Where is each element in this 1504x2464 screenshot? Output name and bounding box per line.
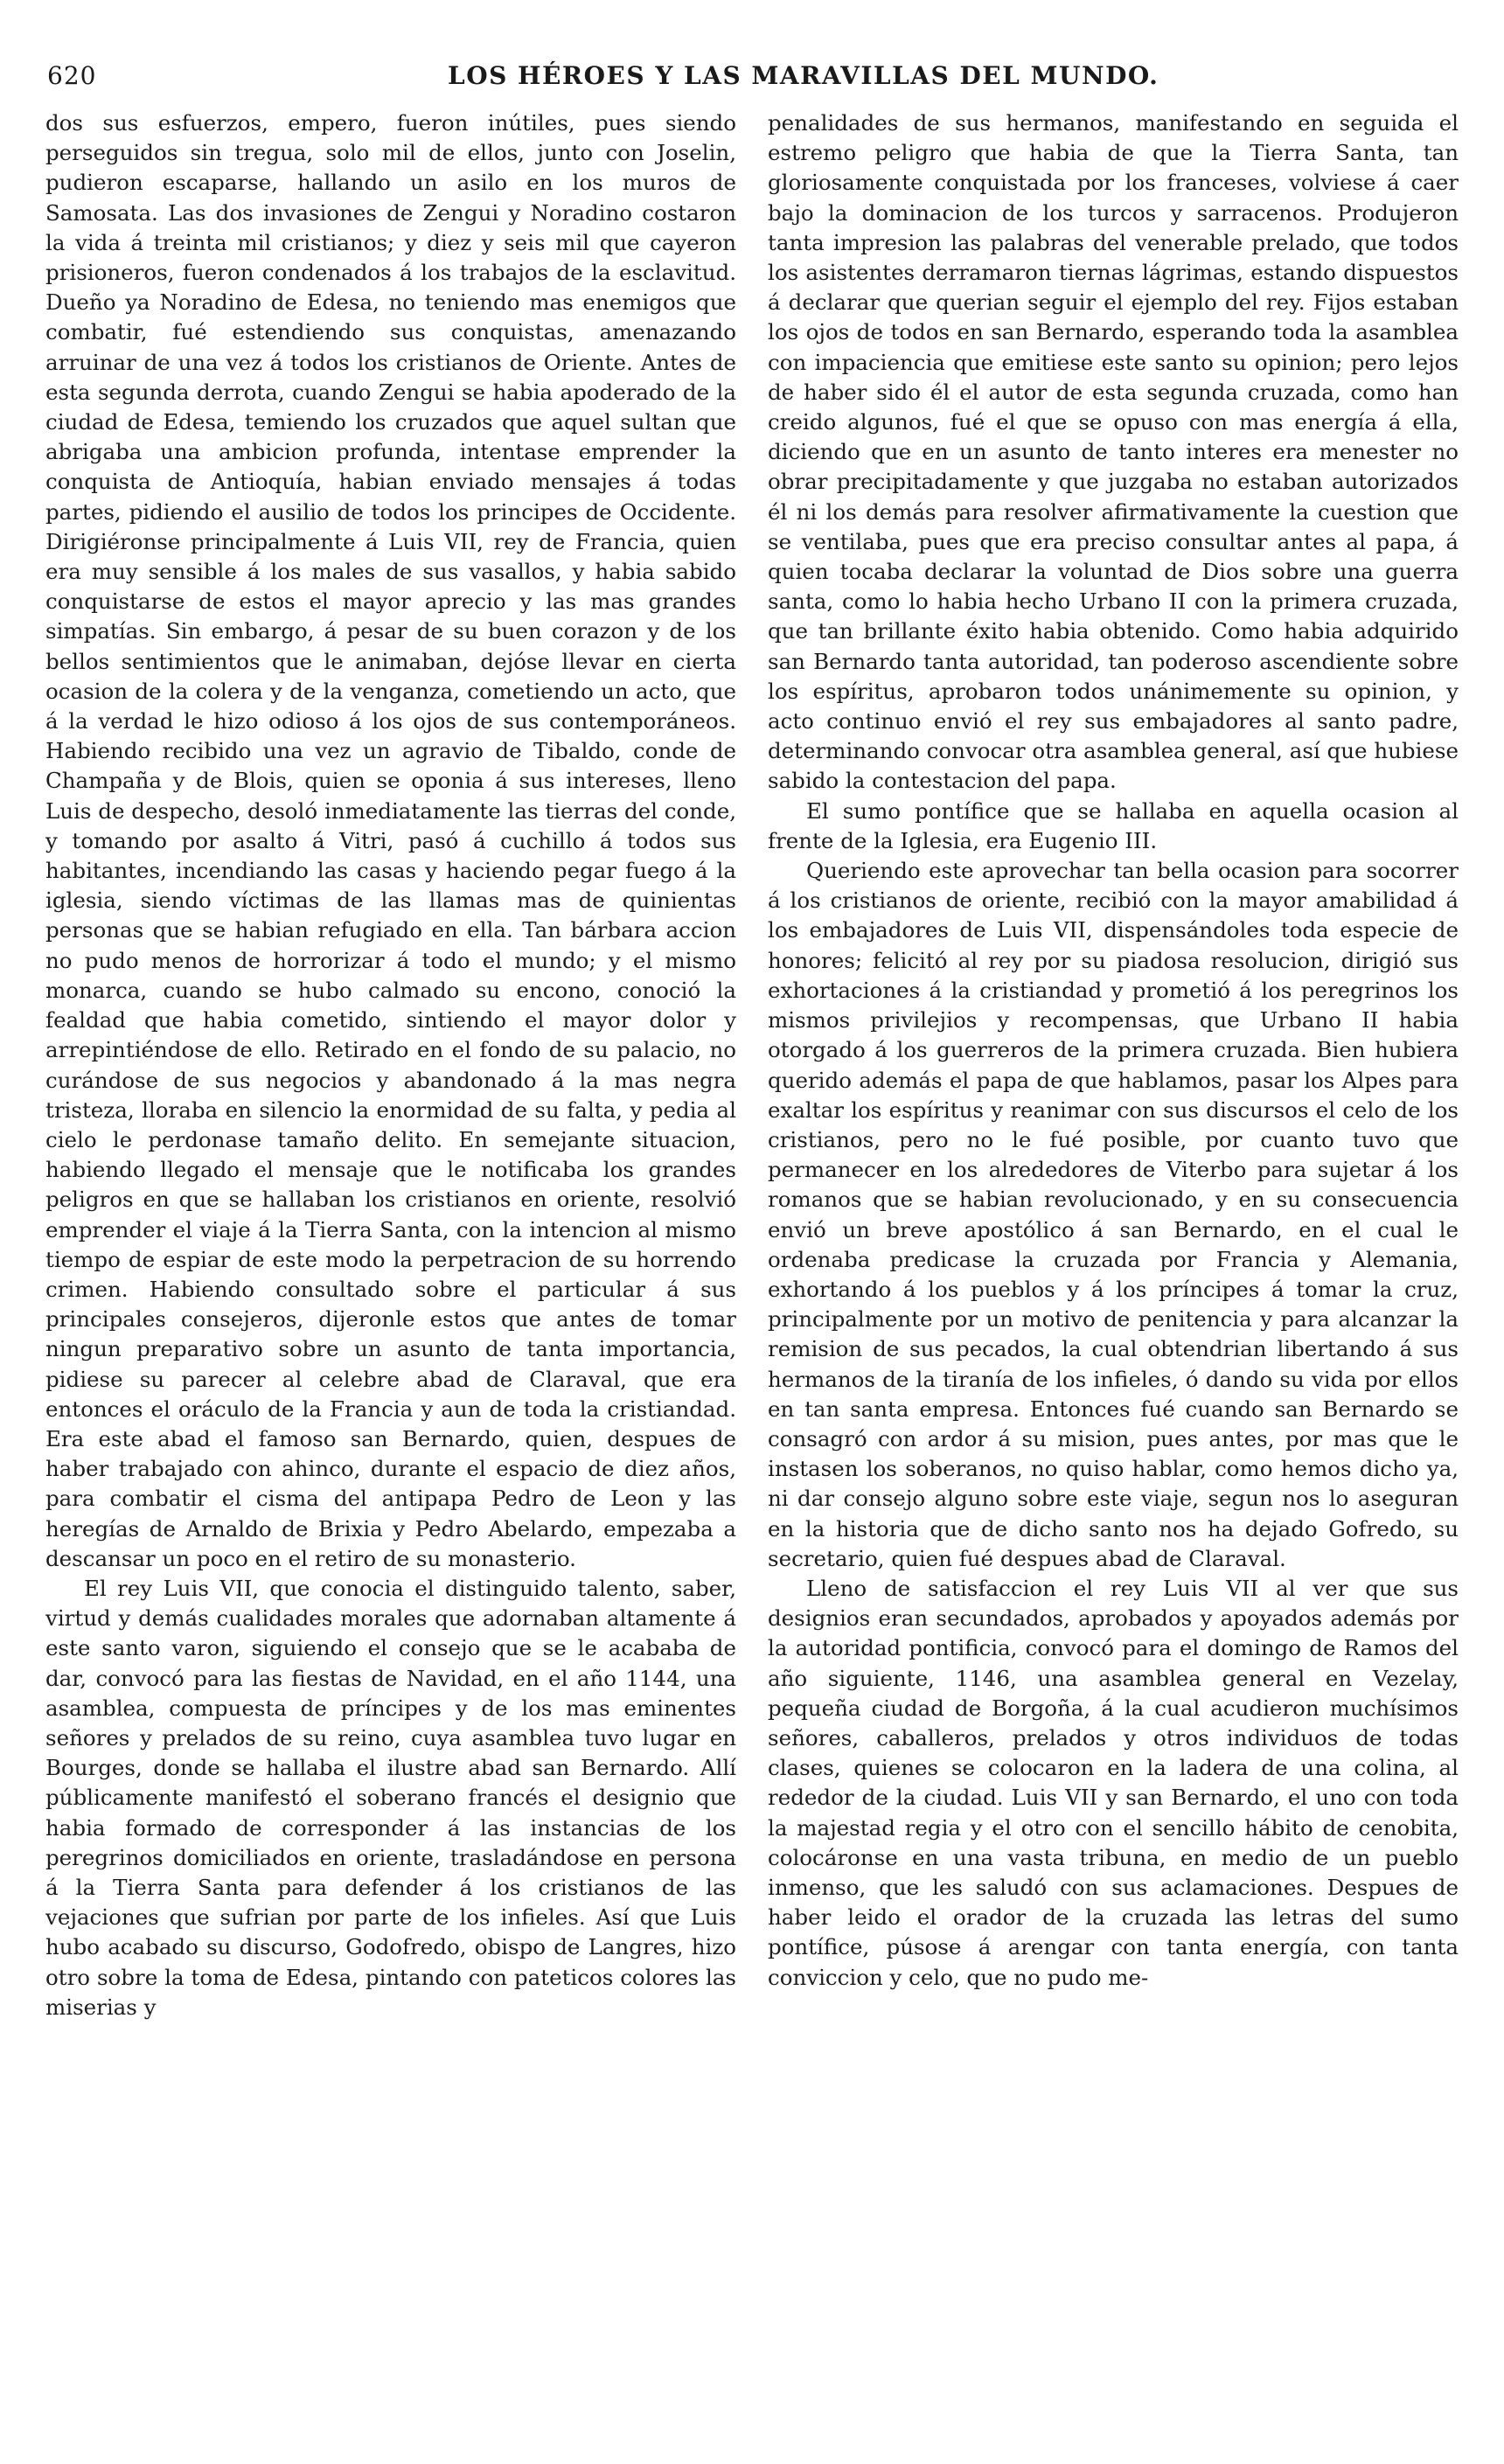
right-column bbox=[768, 108, 1459, 2426]
right-paragraph-2: El sumo pontífice que se hallaba en aquella ocasion al frente de la Iglesia, era Eugenio III. bbox=[768, 797, 1459, 853]
right-paragraph-3: Queriendo este aprovechar tan bella ocasion para socorrer á los cristianos de oriente, recibió con la mayor amabilidad á los embajadores de Luis VII, dispensándoles toda especie de honores; felicitó al rey por su piadosa resolucion, dirigió sus exhortaciones á la cristiandad y prometió á los peregrinos los mismos privilejios y recompensas, que Urbano II habia otorgado á los guerreros de la primera cruzada. Bien hubiera querido además el papa de que hablamos, pasar los Alpes para exaltar los espíritus y reanimar con sus discursos el celo de los cristianos, pero no le fué posible, por cuanto tuvo que permanecer en los alrededores de Viterbo para sujetar á los romanos que se habian revolucionado, y en su consecuencia envió un breve apostólico á san Bernardo, en el cual le ordenaba predicase la cruzada por Francia y Alemania, exhortando á los pueblos y á los príncipes á tomar la cruz, principalmente por un motivo de penitencia y para alcanzar la remision de sus pecados, la cual obtendrian libertando á sus hermanos de la tiranía de los infieles, ó dando su vida por ellos en tan santa empresa. Entonces fué cuando san Bernardo se consagró con ardor á su mision, pues antes, por mas que le instasen los soberanos, no quiso hablar, como hemos dicho ya, ni dar consejo alguno sobre este viaje, segun nos lo aseguran en la historia que de dicho santo nos ha dejado Gofredo, su secretario, quien fué despues abad de Claraval. bbox=[768, 858, 1459, 1571]
right-paragraph-4: Lleno de satisfaccion el rey Luis VII al ver que sus designios eran secundados, aprobados y apoyados además por la autoridad pontificia, convocó para el domingo de Ramos del año siguiente, 1146, una asamblea general en Vezelay, pequeña ciudad de Borgoña, á la cual acudieron muchísimos señores, caballeros, prelados y otros individuos de todas clases, quienes se colocaron en la ladera de una colina, al rededor de la ciudad. Luis VII y san Bernardo, el uno con toda la majestad regia y el otro con el sencillo hábito de cenobita, colocáronse en una vasta tribuna, en medio de un pueblo inmenso, que les saludó con sus aclamaciones. Despues de haber leido el orador de la cruzada las letras del sumo pontífice, púsose á arengar con tanta energía, con tanta conviccion y celo, que no pudo me- bbox=[768, 1575, 1459, 1990]
left-paragraph-2: El rey Luis VII, que conocia el distinguido talento, saber, virtud y demás cualidades morales que adornaban altamente á este santo varon, siguiendo el consejo que se le acababa de dar, convocó para las fiestas de Navidad, en el año 1144, una asamblea, compuesta de príncipes y de los mas eminentes señores y prelados de su reino, cuya asamblea tuvo lugar en Bourges, donde se hallaba el ilustre abad san Bernardo. Allí públicamente manifestó el soberano francés el designio que habia formado de corresponder á las instancias de los peregrinos domiciliados en oriente, trasladándose en persona á la Tierra Santa para defender á los cristianos de las vejaciones que sufrian por parte de los infieles. Así que Luis hubo acabado su discurso, Godofredo, obispo de Langres, hizo otro sobre la toma de Edesa, pintando con pateticos colores las miserias y bbox=[45, 1575, 736, 2020]
page-number: 620 bbox=[47, 61, 97, 90]
left-column bbox=[45, 108, 736, 2426]
book-page bbox=[45, 35, 1459, 2431]
running-title: LOS HÉROES Y LAS MARAVILLAS DEL MUNDO. bbox=[448, 61, 1159, 90]
page-header bbox=[45, 35, 1459, 90]
left-paragraph-1: dos sus esfuerzos, empero, fueron inútiles, pues siendo perseguidos sin tregua, solo mil de ellos, junto con Joselin, pudieron escaparse, hallando un asilo en los muros de Samosata. Las dos invasiones de Zengui y Noradino costaron la vida á treinta mil cristianos; y diez y seis mil que cayeron prisioneros, fueron condenados á los trabajos de la esclavitud. Dueño ya Noradino de Edesa, no teniendo mas enemigos que combatir, fué estendiendo sus conquistas, amenazando arruinar de una vez á todos los cristianos de Oriente. Antes de esta segunda derrota, cuando Zengui se habia apoderado de la ciudad de Edesa, temiendo los cruzados que aquel sultan que abrigaba una ambicion profunda, intentase emprender la conquista de Antioquía, habian enviado mensajes á todas partes, pidiendo el ausilio de todos los principes de Occidente. Dirigiéronse principalmente á Luis VII, rey de Francia, quien era muy sensible á los males de sus vasallos, y habia sabido conquistarse de estos el mayor aprecio y las mas grandes simpatías. Sin embargo, á pesar de su buen corazon y de los bellos sentimientos que le animaban, dejóse llevar en cierta ocasion de la colera y de la venganza, cometiendo un acto, que á la verdad le hizo odioso á los ojos de sus contemporáneos. Habiendo recibido una vez un agravio de Tibaldo, conde de Champaña y de Blois, quien se oponia á sus intereses, lleno Luis de despecho, desoló inmediatamente las tierras del conde, y tomando por asalto á Vitri, pasó á cuchillo á todos sus habitantes, incendiando las casas y haciendo pegar fuego á la iglesia, siendo víctimas de las llamas mas de quinientas personas que se habian refugiado en ella. Tan bárbara accion no pudo menos de horrorizar á todo el mundo; y el mismo monarca, cuando se hubo calmado su encono, conoció la fealdad que habia cometido, sintiendo el mayor dolor y arrepintiéndose de ello. Retirado en el fondo de su palacio, no curándose de sus negocios y abandonado á la mas negra tristeza, lloraba en silencio la enormidad de su falta, y pedia al cielo le perdonase tamaño delito. En semejante situacion, habiendo llegado el mensaje que le notificaba los grandes peligros en que se hallaban los cristianos en oriente, resolvió emprender el viaje á la Tierra Santa, con la intencion al mismo tiempo de espiar de este modo la perpetracion de su horrendo crimen. Habiendo consultado sobre el particular á sus principales consejeros, dijeronle estos que antes de tomar ningun preparativo sobre un asunto de tanta importancia, pidiese su parecer al celebre abad de Claraval, que era entonces el oráculo de la Francia y aun de toda la cristiandad. Era este abad el famoso san Bernardo, quien, despues de haber trabajado con ahinco, durante el espacio de diez años, para combatir el cisma del antipapa Pedro de Leon y las heregías de Arnaldo de Brixia y Pedro Abelardo, empezaba a descansar un poco en el retiro de su monasterio. bbox=[45, 110, 736, 1571]
right-paragraph-1: penalidades de sus hermanos, manifestando en seguida el estremo peligro que habia de que la Tierra Santa, tan gloriosamente conquistada por los franceses, volviese á caer bajo la dominacion de los turcos y sarracenos. Produjeron tanta impresion las palabras del venerable prelado, que todos los asistentes derramaron tiernas lágrimas, estando dispuestos á declarar que querian seguir el ejemplo del rey. Fijos estaban los ojos de todos en san Bernardo, esperando toda la asamblea con impaciencia que emitiese este santo su opinion; pero lejos de haber sido él el autor de esta segunda cruzada, como han creido algunos, fué el que se opuso con mas energía á ella, diciendo que en un asunto de tanto interes era menester no obrar precipitadamente y que juzgaba no estaban autorizados él ni los demás para resolver afirmativamente la cuestion que se ventilaba, pues que era preciso consultar antes al papa, á quien tocaba declarar la voluntad de Dios sobre una guerra santa, como lo habia hecho Urbano II con la primera cruzada, que tan brillante éxito habia obtenido. Como habia adquirido san Bernardo tanta autoridad, tan poderoso ascendiente sobre los espíritus, aprobaron todos unánimemente su opinion, y acto continuo envió el rey sus embajadores al santo padre, determinando convocar otra asamblea general, así que hubiese sabido la contestacion del papa. bbox=[768, 110, 1459, 794]
